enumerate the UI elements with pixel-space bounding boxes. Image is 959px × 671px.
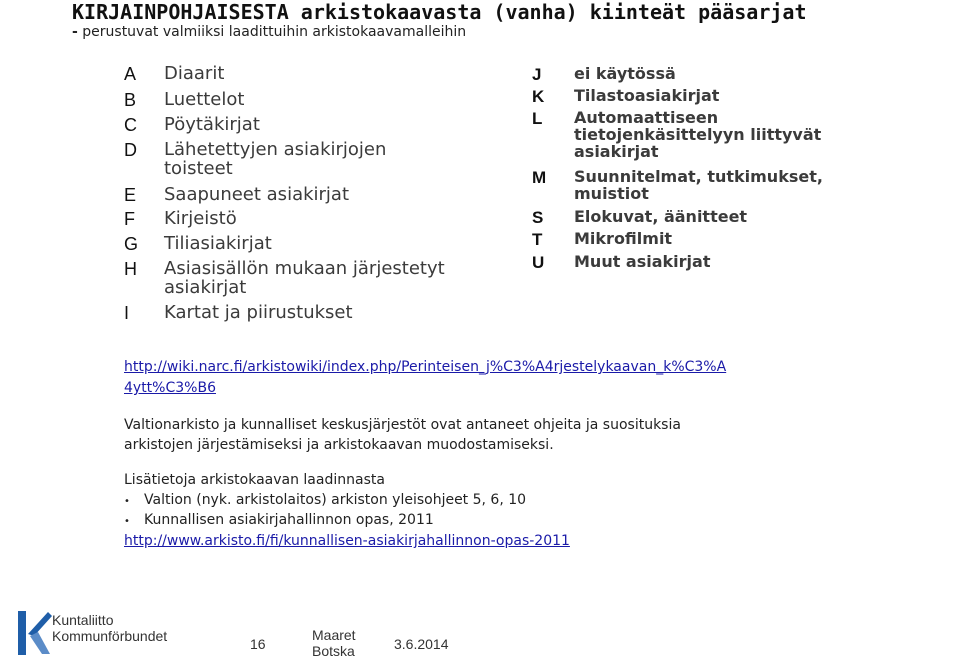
series-name: Mikrofilmit — [574, 229, 673, 248]
series-item — [532, 109, 821, 160]
series-item — [532, 168, 823, 202]
series-letter: J — [532, 65, 542, 84]
series-name: Kirjeistö — [164, 208, 237, 229]
series-letter: B — [124, 90, 137, 110]
series-letter: E — [124, 185, 137, 205]
list-item — [124, 492, 526, 512]
series-name — [164, 140, 386, 178]
series-name-line: muistiot — [574, 184, 649, 203]
list-item-text: Kunnallisen asiakirjahallinnon opas, 2011 — [144, 512, 434, 528]
opas-link[interactable]: http://www.arkisto.fi/fi/kunnallisen-asiakirjahallinnon-opas-2011 — [124, 533, 570, 549]
series-name-line: Asiasisällön mukaan järjestetyt — [164, 258, 445, 279]
kuntaliitto-emblem-icon — [14, 608, 54, 658]
subtitle-text: perustuvat valmiiksi laadittuihin arkistokaavamalleihin — [82, 24, 467, 40]
series-name — [574, 109, 821, 160]
paragraph-line: Valtionarkisto ja kunnalliset keskusjärjestöt ovat antaneet ohjeita ja suosituksia — [124, 417, 681, 433]
series-name: Tiliasiakirjat — [164, 233, 272, 254]
series-item — [124, 303, 353, 324]
series-letter: C — [124, 115, 137, 135]
subtitle-dash: - — [72, 24, 78, 40]
series-name-line: Lähetettyjen asiakirjojen — [164, 139, 387, 160]
series-name-line: Automaattiseen — [574, 108, 719, 127]
guidance-paragraph — [124, 415, 681, 455]
series-letter: K — [532, 87, 545, 106]
series-name: Tilastoasiakirjat — [574, 86, 720, 105]
series-item — [124, 64, 224, 85]
series-name-line: toisteet — [164, 158, 233, 179]
series-letter: S — [532, 208, 544, 227]
page-title: KIRJAINPOHJAISESTA arkistokaavasta (vanha) kiinteät pääsarjat — [72, 0, 807, 24]
series-name: Pöytäkirjat — [164, 114, 260, 135]
series-name — [574, 168, 823, 202]
series-letter: U — [532, 253, 545, 272]
series-name: ei käytössä — [574, 64, 676, 83]
series-letter: L — [532, 109, 543, 128]
series-name-line: tietojenkäsittelyyn liittyvät — [574, 125, 822, 144]
series-item — [532, 65, 676, 85]
series-item — [124, 234, 272, 255]
series-letter: H — [124, 259, 137, 279]
list-item-text: Valtion (nyk. arkistolaitos) arkiston yleisohjeet 5, 6, 10 — [144, 492, 527, 508]
series-item — [532, 253, 710, 273]
series-name: Elokuvat, äänitteet — [574, 207, 748, 226]
series-name: Diaarit — [164, 63, 225, 84]
series-item — [124, 115, 260, 136]
kuntaliitto-logo — [14, 608, 184, 660]
series-name: Muut asiakirjat — [574, 252, 711, 271]
series-letter: M — [532, 168, 547, 187]
series-letter: I — [124, 303, 130, 323]
series-letter: A — [124, 64, 137, 84]
series-item — [532, 230, 672, 250]
page-number: 16 — [250, 636, 266, 652]
series-name: Saapuneet asiakirjat — [164, 184, 350, 205]
author-name — [312, 627, 356, 659]
series-item — [532, 87, 719, 107]
list-item — [124, 512, 434, 532]
series-name-line: asiakirjat — [574, 142, 659, 161]
more-info-heading: Lisätietoja arkistokaavan laadinnasta — [124, 472, 385, 488]
series-letter: G — [124, 234, 139, 254]
series-name: Luettelot — [164, 89, 245, 110]
logo-text — [52, 612, 167, 644]
series-letter: F — [124, 209, 135, 229]
series-name — [164, 259, 445, 297]
page-subtitle — [72, 24, 466, 40]
series-item — [124, 185, 349, 206]
series-letter: D — [124, 140, 137, 160]
series-name: Kartat ja piirustukset — [164, 302, 353, 323]
series-name-line: asiakirjat — [164, 277, 247, 298]
series-item — [124, 209, 237, 230]
series-item — [124, 259, 445, 297]
wiki-link[interactable] — [124, 357, 726, 399]
wiki-link-line: 4ytt%C3%B6 — [124, 380, 216, 396]
series-item — [124, 140, 386, 178]
bullet-icon: • — [124, 496, 130, 507]
date: 3.6.2014 — [394, 636, 449, 652]
bullet-icon: • — [124, 516, 130, 527]
series-letter: T — [532, 230, 543, 249]
logo-line: Kommunförbundet — [52, 628, 168, 644]
series-name-line: Suunnitelmat, tutkimukset, — [574, 167, 823, 186]
wiki-link-line: http://wiki.narc.fi/arkistowiki/index.php/Perinteisen_j%C3%A4rjestelykaavan_k%C3%A — [124, 359, 727, 375]
author-line: Maaret — [312, 627, 356, 643]
paragraph-line: arkistojen järjestämiseksi ja arkistokaavan muodostamiseksi. — [124, 437, 554, 453]
author-line: Botska — [312, 643, 355, 659]
series-item — [532, 208, 747, 228]
logo-line: Kuntaliitto — [52, 612, 114, 628]
series-item — [124, 90, 244, 111]
